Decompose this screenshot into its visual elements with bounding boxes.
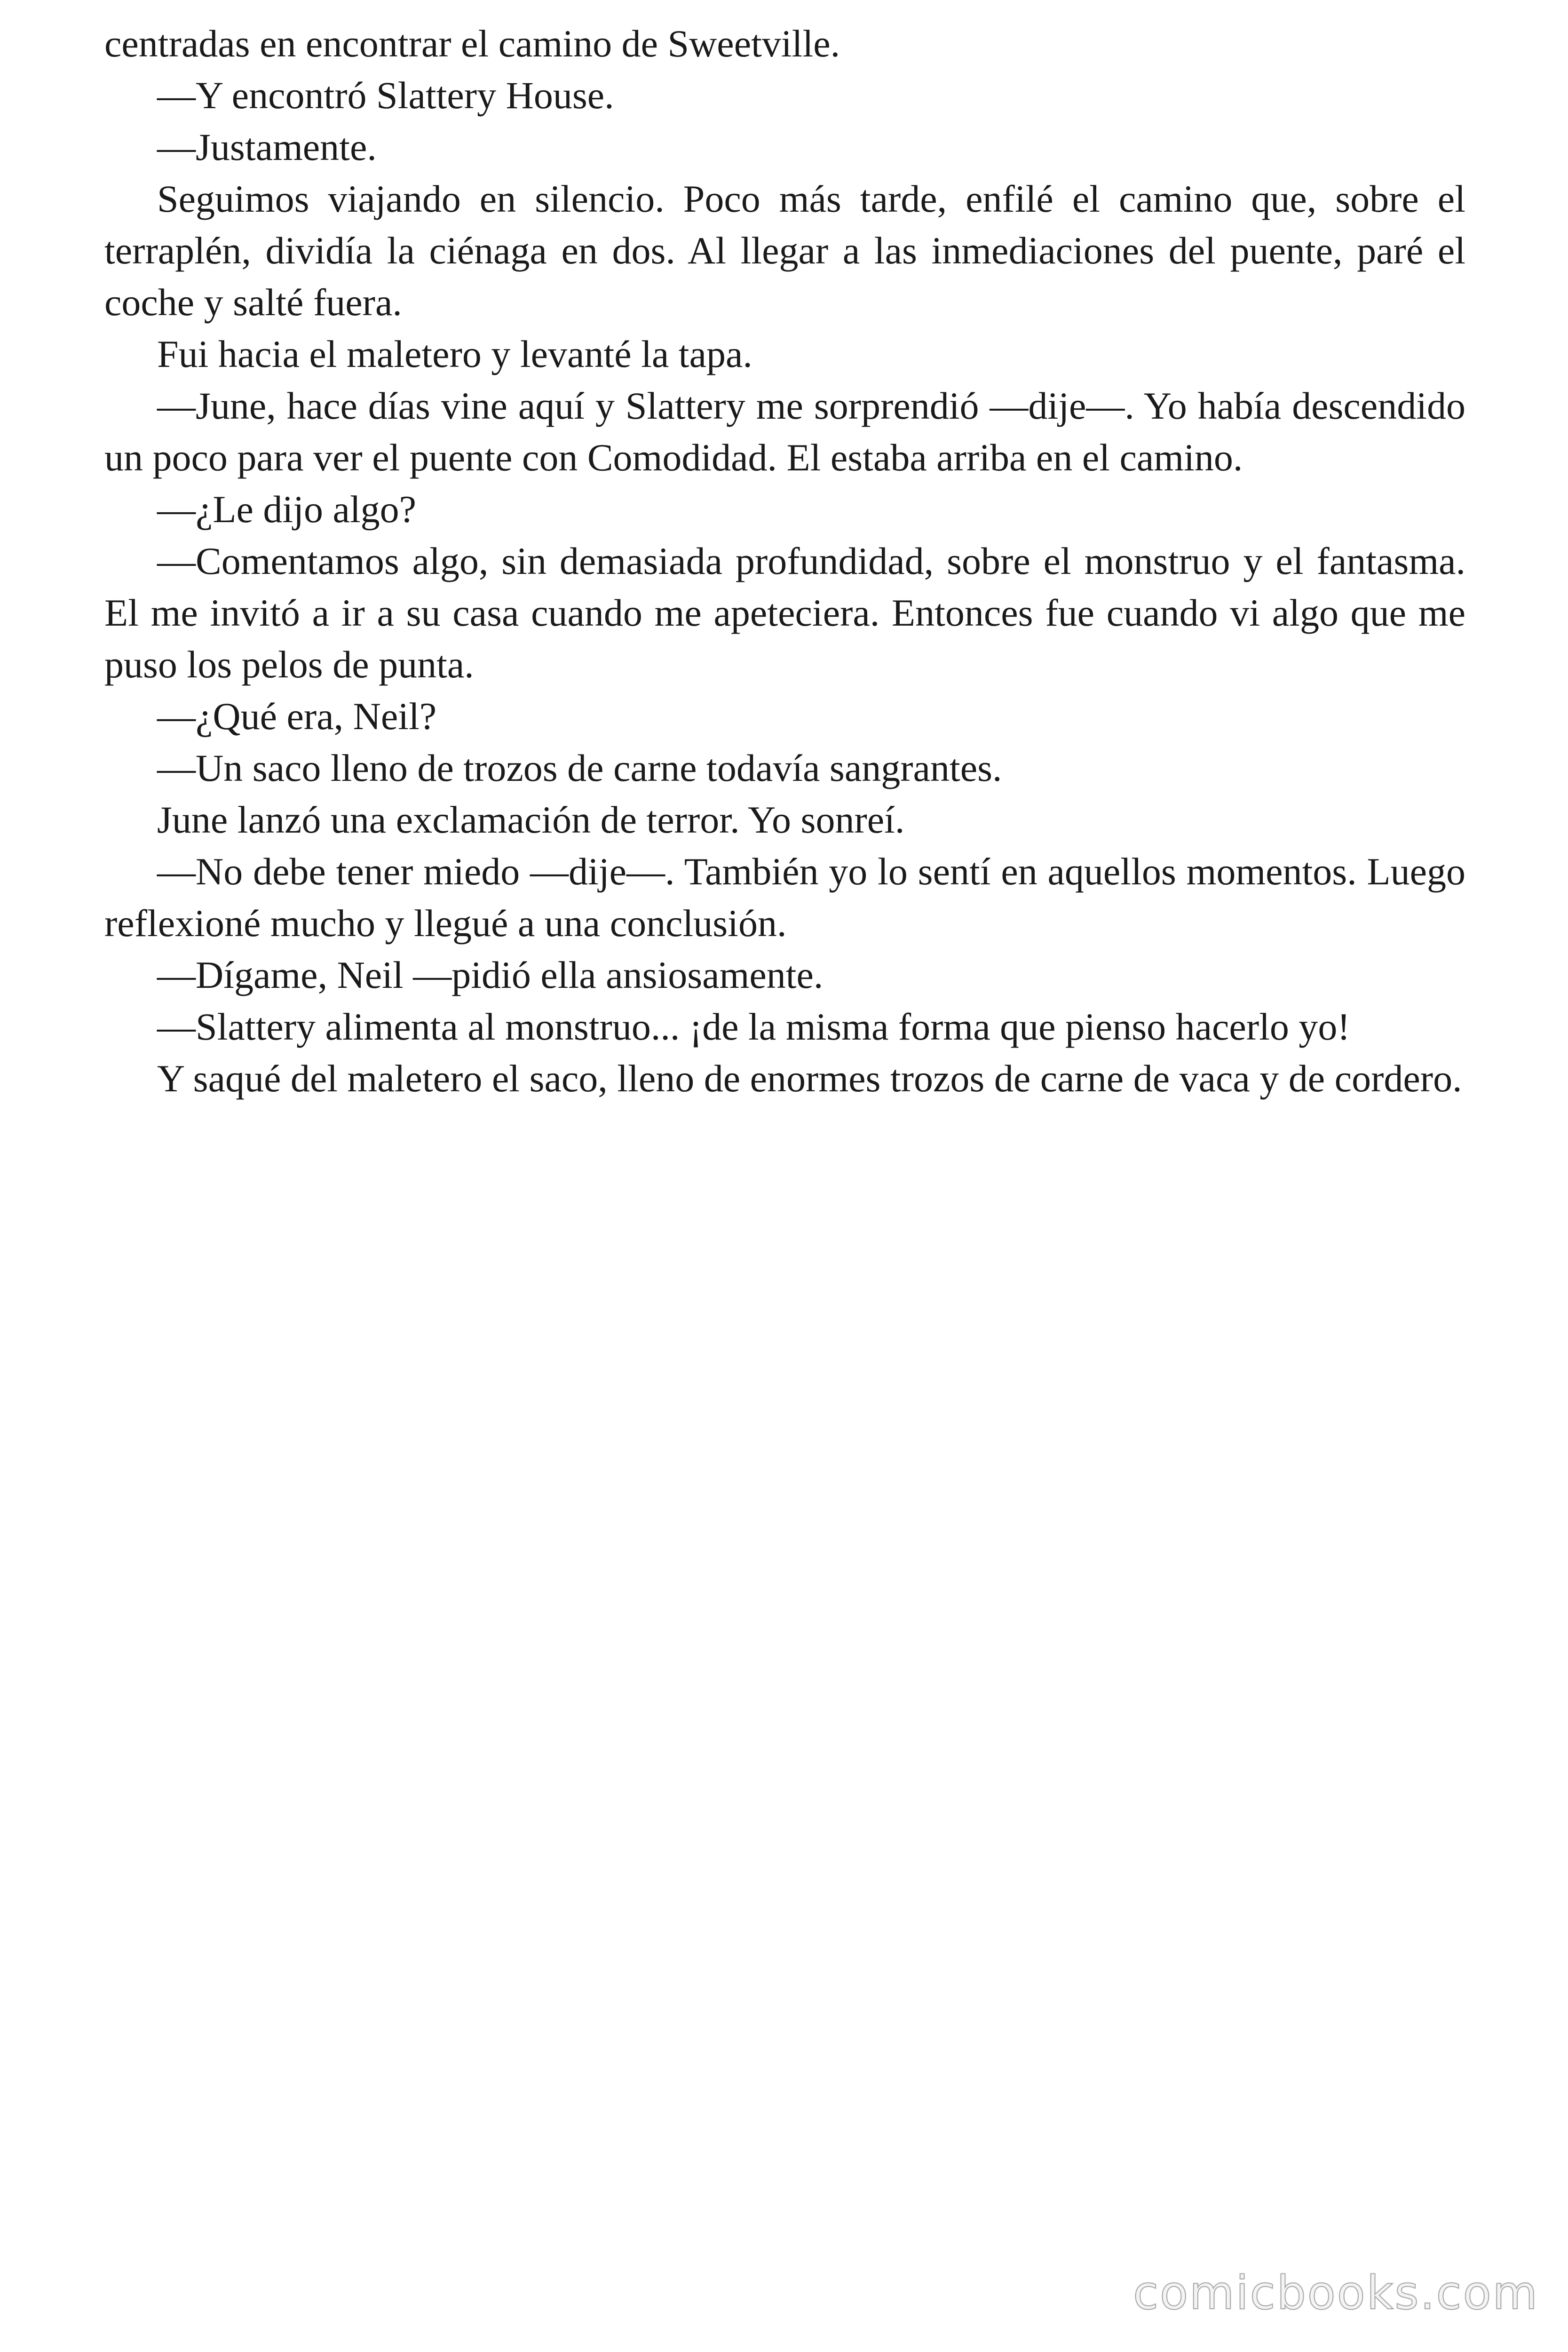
paragraph: centradas en encontrar el camino de Sweetville. xyxy=(104,22,840,65)
paragraph: —Y encontró Slattery House. xyxy=(157,74,614,117)
paragraph: —Slattery alimenta al monstruo... ¡de la misma forma que pienso hacerlo yo! xyxy=(157,1005,1350,1048)
paragraph: —Comentamos algo, sin demasiada profundidad, sobre el monstruo y el fantasma. El me invitó a ir a su casa cuando me apeteciera. Entonces fue cuando vi algo que me puso los pelos de punta. xyxy=(104,540,1465,686)
paragraph: Seguimos viajando en silencio. Poco más tarde, enfilé el camino que, sobre el terraplén, dividía la ciénaga en dos. Al llegar a las inmediaciones del puente, paré el coche y salté fuera. xyxy=(104,177,1465,324)
paragraph: —No debe tener miedo —dije—. También yo lo sentí en aquellos momentos. Luego reflexioné mucho y llegué a una conclusión. xyxy=(104,850,1465,945)
paragraph: —¿Le dijo algo? xyxy=(157,488,417,531)
paragraph: Fui hacia el maletero y levanté la tapa. xyxy=(157,333,752,375)
paragraph: —Un saco lleno de trozos de carne todavía sangrantes. xyxy=(157,747,1002,789)
paragraph: June lanzó una exclamación de terror. Yo sonreí. xyxy=(157,798,905,841)
body-text xyxy=(104,18,1465,1104)
watermark: comicbooks.com xyxy=(1133,2266,1539,2320)
paragraph: —Justamente. xyxy=(157,126,377,168)
paragraph: —Dígame, Neil —pidió ella ansiosamente. xyxy=(157,954,824,996)
paragraph: —¿Qué era, Neil? xyxy=(157,695,437,738)
paragraph: Y saqué del maletero el saco, lleno de enormes trozos de carne de vaca y de cordero. xyxy=(157,1057,1462,1100)
paragraph: —June, hace días vine aquí y Slattery me sorprendió —dije—. Yo había descendido un poco para ver el puente con Comodidad. El estaba arriba en el camino. xyxy=(104,384,1465,479)
